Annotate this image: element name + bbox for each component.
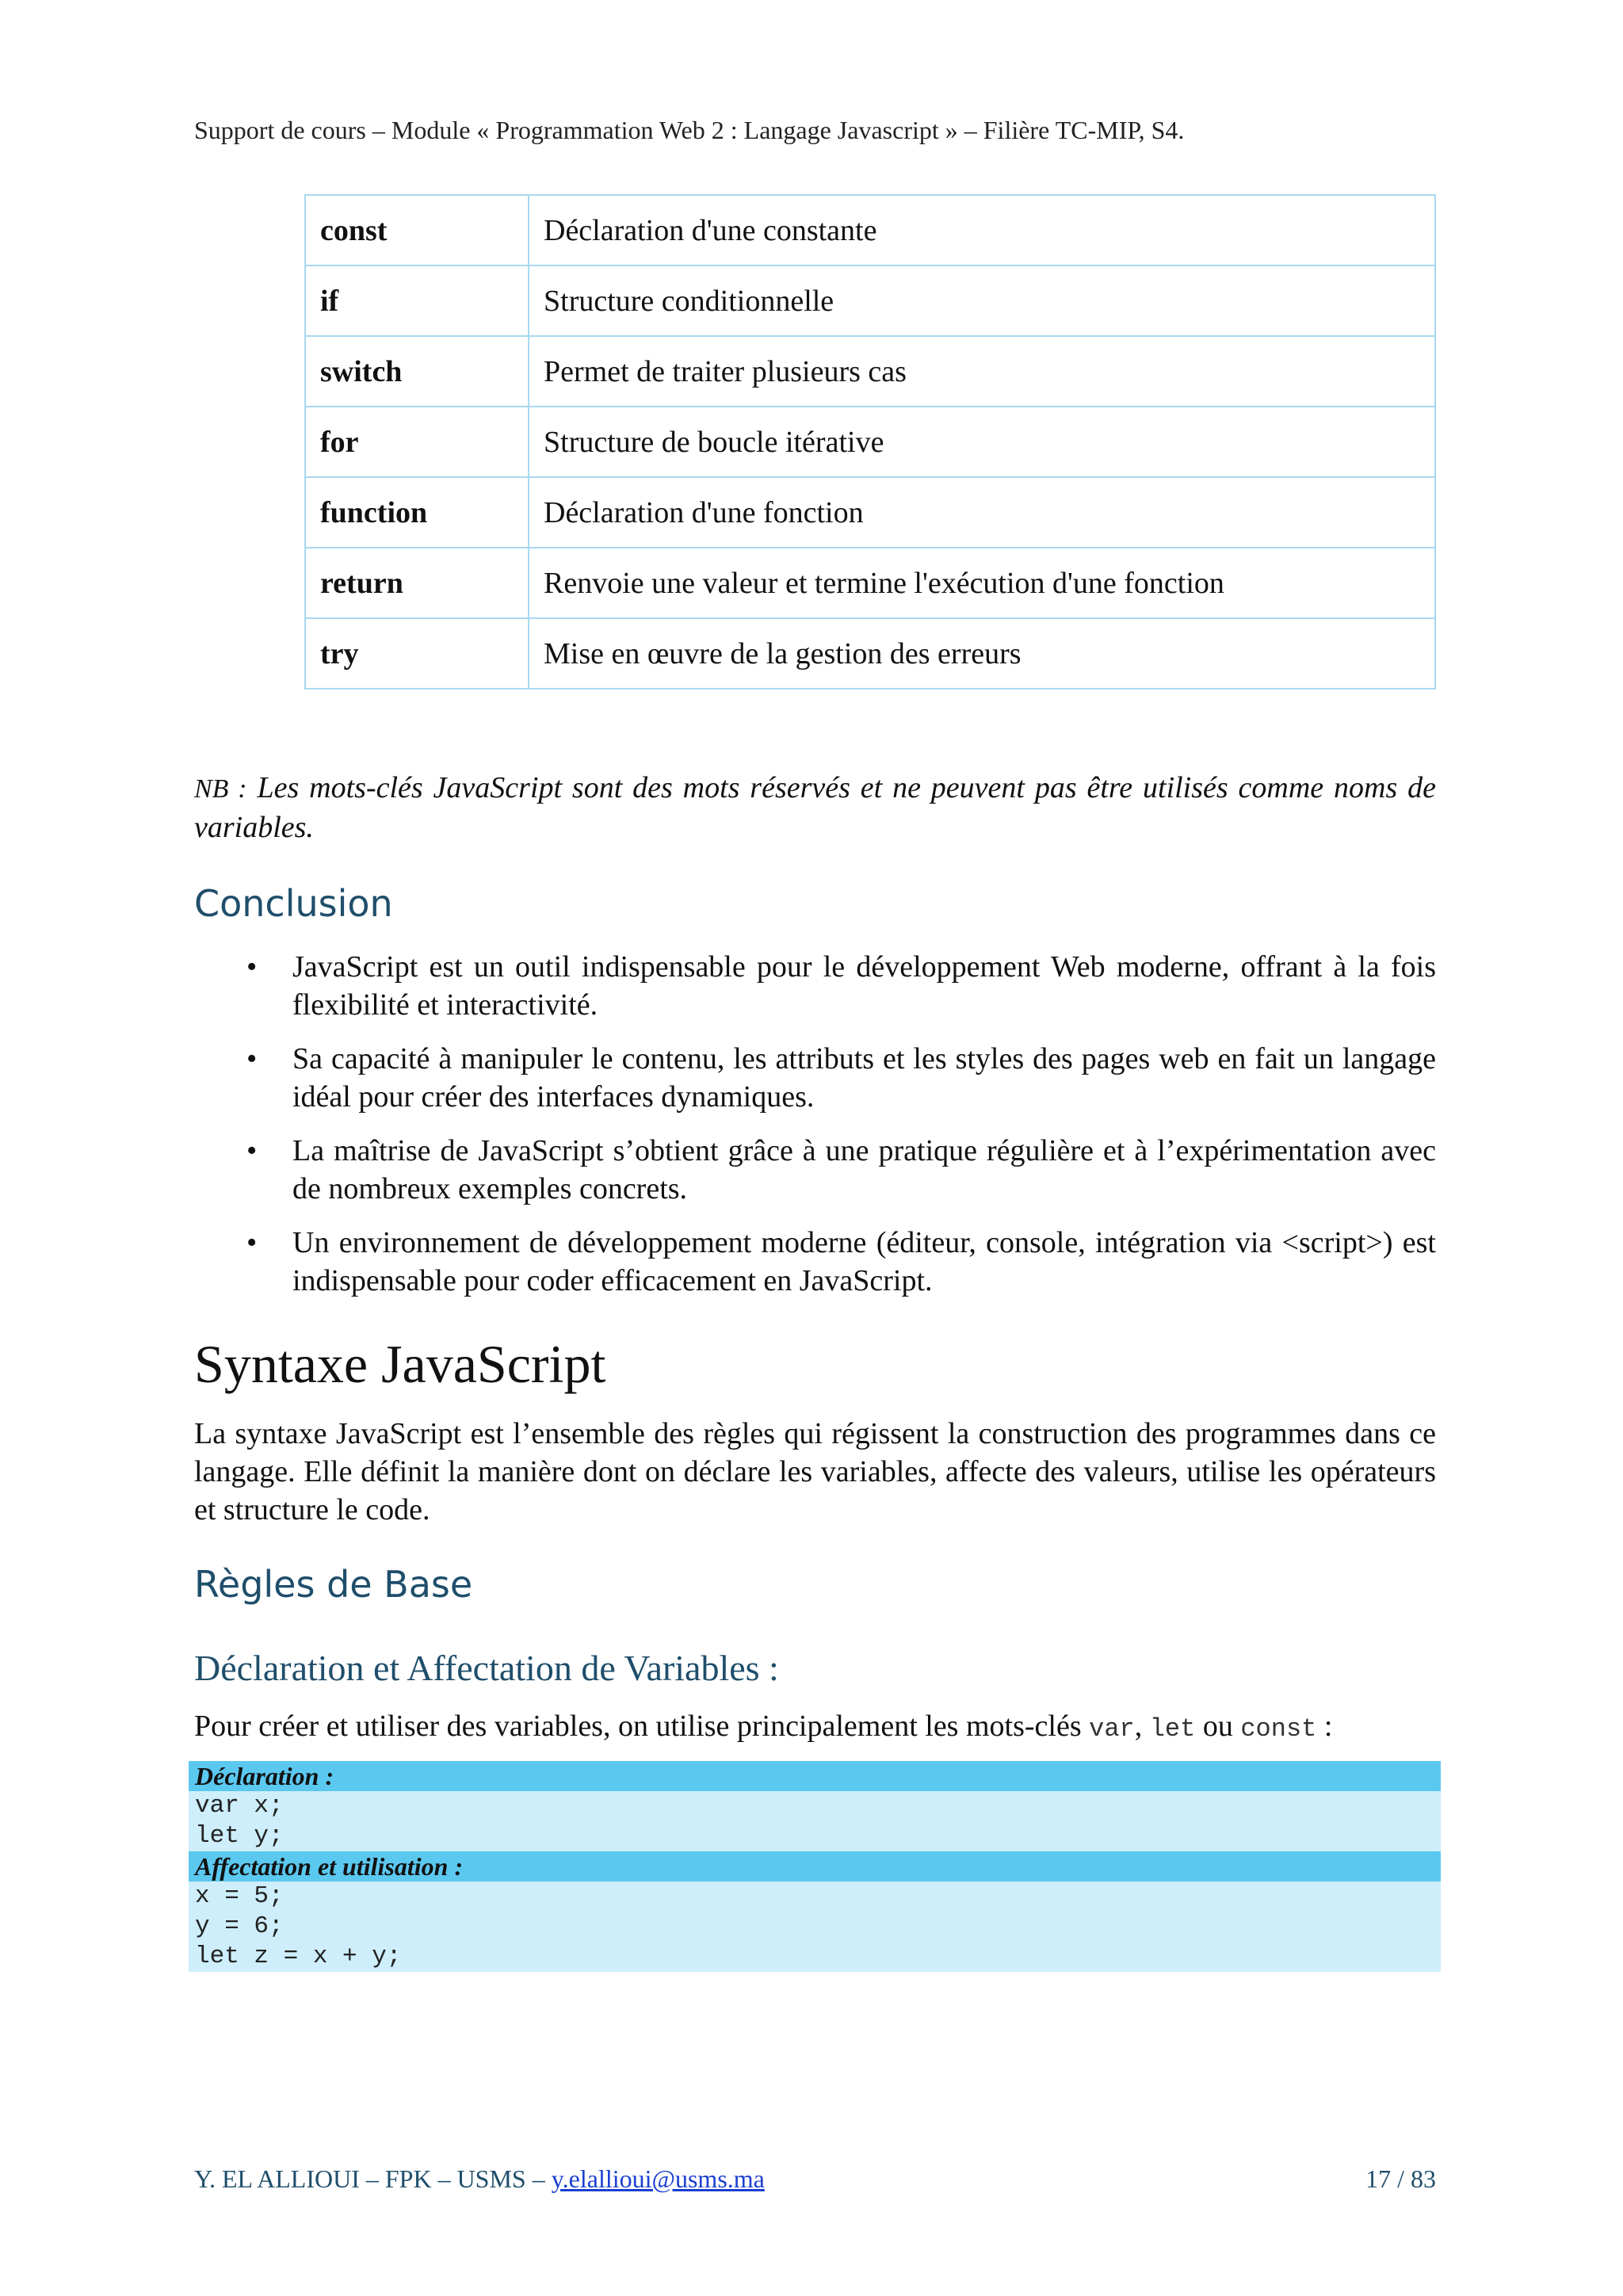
syntax-heading: Syntaxe JavaScript: [194, 1334, 606, 1394]
list-item-text: Sa capacité à manipuler le contenu, les attributs et les styles des pages web en fait un langage idéal pour créer des interfaces dynamiques.: [292, 1042, 1436, 1114]
keyword-cell: switch: [305, 336, 529, 407]
declaration-intro: [194, 1709, 1332, 1744]
intro-end: :: [1323, 1710, 1333, 1743]
keyword-cell: const: [305, 195, 529, 266]
list-item-text: Un environnement de développement moderne (éditeur, console, intégration via <script>) est indispensable pour coder efficacement en JavaScript.: [292, 1226, 1436, 1297]
table-row: [305, 618, 1435, 689]
keyword-cell: for: [305, 407, 529, 477]
syntax-paragraph: La syntaxe JavaScript est l’ensemble des règles qui régissent la construction des programmes dans ce langage. Elle définit la manière dont on déclare les variables, affecte des valeurs, utilise les opérateurs et structure le code.: [194, 1417, 1436, 1526]
code-section-header: Affectation et utilisation :: [189, 1851, 1441, 1881]
code-line: x = 5;: [189, 1881, 1441, 1912]
table-row: [305, 336, 1435, 407]
conclusion-list: [194, 948, 1436, 1316]
description-cell: Structure conditionnelle: [529, 266, 1435, 336]
page-number: 17 / 83: [1365, 2164, 1436, 2193]
keyword-const: const: [1240, 1714, 1317, 1744]
code-example-box: [189, 1761, 1441, 1972]
code-line: let y;: [189, 1821, 1441, 1851]
code-line: y = 6;: [189, 1912, 1441, 1942]
intro-text: Pour créer et utiliser des variables, on utilise principalement les mots-clés: [194, 1710, 1082, 1743]
intro-or: ou: [1202, 1710, 1233, 1743]
description-cell: Permet de traiter plusieurs cas: [529, 336, 1435, 407]
list-item: [194, 1132, 1436, 1208]
list-item: [194, 1040, 1436, 1116]
description-cell: Déclaration d'une fonction: [529, 477, 1435, 548]
code-line: let z = x + y;: [189, 1942, 1441, 1972]
nb-text: Les mots-clés JavaScript sont des mots réservés et ne peuvent pas être utilisés comme noms de variables.: [194, 771, 1436, 844]
keyword-cell: try: [305, 618, 529, 689]
declaration-heading: Déclaration et Affectation de Variables :: [194, 1648, 779, 1688]
footer-author: Y. EL ALLIOUI – FPK – USMS –: [194, 2164, 545, 2193]
keyword-cell: if: [305, 266, 529, 336]
keyword-cell: return: [305, 548, 529, 618]
keyword-let: let: [1149, 1714, 1196, 1744]
rules-heading: Règles de Base: [194, 1563, 473, 1606]
list-item-text: La maîtrise de JavaScript s’obtient grâce à une pratique régulière et à l’expérimentation avec de nombreux exemples concrets.: [292, 1134, 1436, 1205]
description-cell: Structure de boucle itérative: [529, 407, 1435, 477]
table-row: [305, 407, 1435, 477]
table-row: [305, 477, 1435, 548]
description-cell: Mise en œuvre de la gestion des erreurs: [529, 618, 1435, 689]
table-row: [305, 266, 1435, 336]
list-item-text: JavaScript est un outil indispensable pour le développement Web moderne, offrant à la fois flexibilité et interactivité.: [292, 950, 1436, 1022]
page-footer: [194, 2164, 1436, 2194]
nb-label: NB :: [194, 774, 247, 804]
keyword-var: var: [1089, 1714, 1135, 1744]
keywords-table: [304, 194, 1436, 690]
bullet-icon: •: [246, 1134, 258, 1167]
bullet-icon: •: [246, 1226, 258, 1259]
bullet-icon: •: [246, 1042, 258, 1075]
list-item: [194, 1224, 1436, 1300]
footer-email-link[interactable]: y.elallioui@usms.ma: [551, 2164, 765, 2193]
keyword-cell: function: [305, 477, 529, 548]
page-header: Support de cours – Module « Programmation Web 2 : Langage Javascript » – Filière TC-MIP, S4.: [194, 116, 1185, 144]
conclusion-heading: Conclusion: [194, 882, 393, 925]
nb-note: [194, 769, 1436, 846]
bullet-icon: •: [246, 950, 258, 984]
code-line: var x;: [189, 1791, 1441, 1821]
intro-sep: ,: [1134, 1710, 1143, 1743]
table-row: [305, 548, 1435, 618]
list-item: [194, 948, 1436, 1024]
code-section-header: Déclaration :: [189, 1761, 1441, 1791]
description-cell: Déclaration d'une constante: [529, 195, 1435, 266]
table-row: [305, 195, 1435, 266]
description-cell: Renvoie une valeur et termine l'exécution d'une fonction: [529, 548, 1435, 618]
